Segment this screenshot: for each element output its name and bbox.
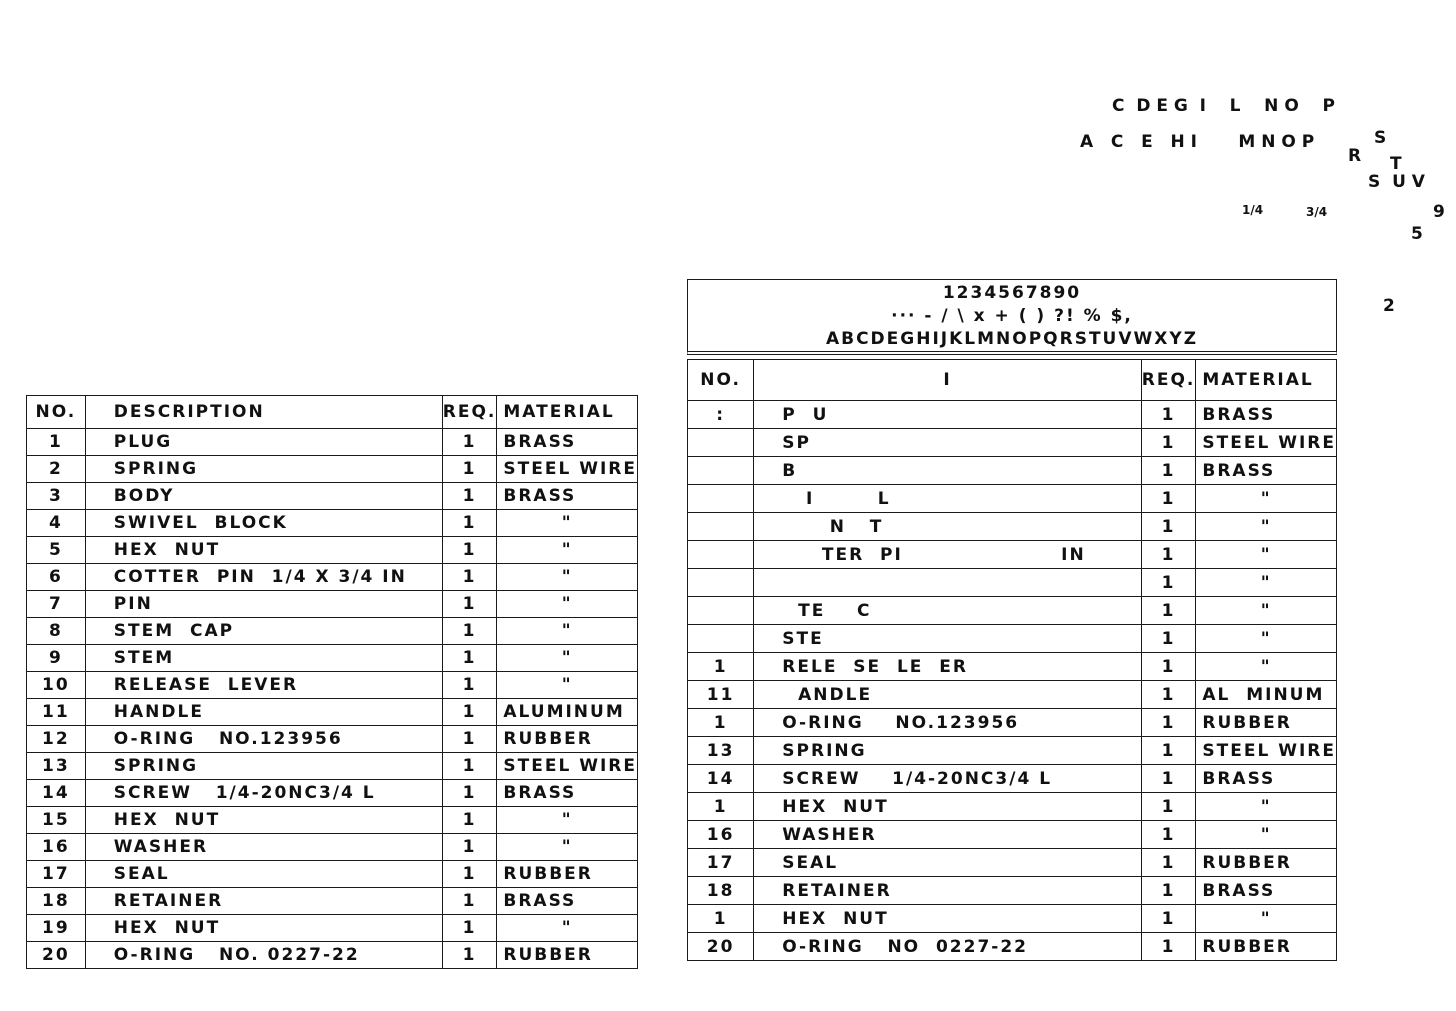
cell-req: 1: [442, 699, 497, 726]
cell-req: 1: [1141, 485, 1196, 513]
cell-no: 16: [688, 821, 754, 849]
cell-no: 18: [27, 888, 86, 915]
cell-no: 14: [688, 765, 754, 793]
cell-material: BRASS: [497, 429, 638, 456]
cell-no: [688, 457, 754, 485]
table-row: [27, 699, 638, 726]
cell-description: STEM CAP: [85, 618, 442, 645]
cell-no: 6: [27, 564, 86, 591]
cell-no: :: [688, 401, 754, 429]
table-row: [27, 834, 638, 861]
cell-no: 7: [27, 591, 86, 618]
cell-material: ": [1196, 485, 1337, 513]
cell-req: 1: [1141, 709, 1196, 737]
cell-no: 2: [27, 456, 86, 483]
cell-material: RUBBER: [1196, 849, 1337, 877]
cell-no: [688, 597, 754, 625]
cell-description: HEX NUT: [754, 905, 1141, 933]
cell-no: [688, 429, 754, 457]
cell-no: 1: [688, 653, 754, 681]
parts-list-table-left: [26, 395, 638, 969]
scattered-letter-t: T: [1390, 154, 1402, 174]
cell-req: 1: [1141, 625, 1196, 653]
cell-material: ": [497, 564, 638, 591]
cell-req: 1: [442, 456, 497, 483]
cell-description: WASHER: [754, 821, 1141, 849]
header-req: REQ.: [1141, 360, 1196, 401]
table-row: [688, 905, 1337, 933]
cell-description: STEM: [85, 645, 442, 672]
table-row: [688, 429, 1337, 457]
cell-description: O-RING NO.123956: [754, 709, 1141, 737]
cell-description: O-RING NO 0227-22: [754, 933, 1141, 961]
cell-material: ": [1196, 541, 1337, 569]
cell-req: 1: [1141, 429, 1196, 457]
cell-req: 1: [1141, 681, 1196, 709]
cell-material: ": [1196, 513, 1337, 541]
cell-req: 1: [1141, 933, 1196, 961]
cell-description: RELEASE LEVER: [85, 672, 442, 699]
scattered-digit-5: 5: [1411, 224, 1423, 244]
header-description: DESCRIPTION: [85, 396, 442, 429]
cell-description: SWIVEL BLOCK: [85, 510, 442, 537]
cell-material: RUBBER: [1196, 933, 1337, 961]
table-row: [27, 591, 638, 618]
header-no: NO.: [688, 360, 754, 401]
cell-description: TER PI IN: [754, 541, 1141, 569]
cell-req: 1: [442, 645, 497, 672]
cell-req: 1: [1141, 737, 1196, 765]
cell-no: 1: [688, 905, 754, 933]
table-row: [27, 618, 638, 645]
cell-no: 14: [27, 780, 86, 807]
cell-no: 17: [27, 861, 86, 888]
cell-req: 1: [1141, 457, 1196, 485]
cell-material: BRASS: [1196, 457, 1337, 485]
table-row: [27, 537, 638, 564]
table-row: [688, 653, 1337, 681]
cell-material: BRASS: [1196, 877, 1337, 905]
header-req: REQ.: [442, 396, 497, 429]
cell-material: BRASS: [497, 483, 638, 510]
cell-material: STEEL WIRE: [497, 456, 638, 483]
header-description: I: [754, 360, 1141, 401]
cell-description: HEX NUT: [754, 793, 1141, 821]
cell-description: SPRING: [754, 737, 1141, 765]
table-row: [688, 485, 1337, 513]
cell-description: BODY: [85, 483, 442, 510]
scattered-digit-9: 9: [1433, 202, 1445, 222]
cell-description: SPRING: [85, 456, 442, 483]
table-row: [27, 942, 638, 969]
scattered-letters-suv: S U V: [1368, 172, 1425, 192]
cell-req: 1: [442, 753, 497, 780]
cell-material: RUBBER: [497, 726, 638, 753]
table-row: [27, 807, 638, 834]
table-row: [27, 456, 638, 483]
header-no: NO.: [27, 396, 86, 429]
table-row: [688, 513, 1337, 541]
cell-req: 1: [1141, 569, 1196, 597]
cell-description: SEAL: [754, 849, 1141, 877]
cell-description: SPRING: [85, 753, 442, 780]
parts-list-table-right: [687, 359, 1337, 961]
cell-material: ": [497, 915, 638, 942]
cell-no: [688, 513, 754, 541]
cell-req: 1: [442, 780, 497, 807]
table-row: [27, 726, 638, 753]
table-row: [27, 483, 638, 510]
cell-no: [688, 569, 754, 597]
table-row: [688, 625, 1337, 653]
cell-req: 1: [442, 591, 497, 618]
table-row: [27, 672, 638, 699]
cell-req: 1: [1141, 877, 1196, 905]
cell-material: BRASS: [497, 780, 638, 807]
cell-material: ": [1196, 905, 1337, 933]
cell-req: 1: [442, 483, 497, 510]
cell-description: SP: [754, 429, 1141, 457]
header-symbols: ··· - / \ x + ( ) ?! % $,: [891, 306, 1133, 326]
cell-req: 1: [1141, 597, 1196, 625]
cell-no: [688, 485, 754, 513]
cell-no: 20: [27, 942, 86, 969]
cell-description: HEX NUT: [85, 915, 442, 942]
cell-description: COTTER PIN 1/4 X 3/4 IN: [85, 564, 442, 591]
cell-req: 1: [442, 807, 497, 834]
cell-material: ": [497, 807, 638, 834]
cell-description: WASHER: [85, 834, 442, 861]
cell-req: 1: [442, 888, 497, 915]
cell-no: 17: [688, 849, 754, 877]
cell-material: ": [1196, 597, 1337, 625]
cell-description: PLUG: [85, 429, 442, 456]
cell-no: 1: [688, 793, 754, 821]
cell-no: 10: [27, 672, 86, 699]
cell-no: 9: [27, 645, 86, 672]
table-row: [688, 933, 1337, 961]
cell-description: B: [754, 457, 1141, 485]
cell-material: ": [1196, 821, 1337, 849]
cell-material: ALUMINUM: [497, 699, 638, 726]
table-row: [27, 888, 638, 915]
cell-material: ": [1196, 625, 1337, 653]
cell-description: HANDLE: [85, 699, 442, 726]
table-row: [27, 915, 638, 942]
cell-req: 1: [1141, 653, 1196, 681]
cell-req: 1: [1141, 513, 1196, 541]
cell-material: ": [1196, 653, 1337, 681]
cell-req: 1: [442, 537, 497, 564]
cell-no: 13: [688, 737, 754, 765]
cell-material: STEEL WIRE: [497, 753, 638, 780]
header-digits: 1234567890: [942, 283, 1082, 303]
cell-description: STE: [754, 625, 1141, 653]
table-row: [688, 765, 1337, 793]
cell-no: 16: [27, 834, 86, 861]
table-row: [27, 780, 638, 807]
cell-description: [754, 569, 1141, 597]
cell-description: P U: [754, 401, 1141, 429]
table-row: [27, 645, 638, 672]
cell-req: 1: [442, 726, 497, 753]
cell-description: TE C: [754, 597, 1141, 625]
cell-description: RELE SE LE ER: [754, 653, 1141, 681]
cell-material: BRASS: [497, 888, 638, 915]
cell-no: 11: [688, 681, 754, 709]
cell-req: 1: [442, 672, 497, 699]
header-material: MATERIAL: [497, 396, 638, 429]
cell-req: 1: [442, 429, 497, 456]
cell-material: RUBBER: [1196, 709, 1337, 737]
cell-material: BRASS: [1196, 401, 1337, 429]
cell-req: 1: [442, 861, 497, 888]
cell-no: [688, 541, 754, 569]
cell-description: I L: [754, 485, 1141, 513]
cell-material: ": [497, 645, 638, 672]
table-row: [27, 510, 638, 537]
cell-req: 1: [1141, 793, 1196, 821]
table-row: [688, 821, 1337, 849]
cell-material: ": [1196, 793, 1337, 821]
cell-no: 8: [27, 618, 86, 645]
cell-req: 1: [1141, 821, 1196, 849]
table-row: [688, 401, 1337, 429]
cell-no: 15: [27, 807, 86, 834]
cell-material: RUBBER: [497, 942, 638, 969]
cell-description: RETAINER: [754, 877, 1141, 905]
cell-no: 1: [27, 429, 86, 456]
cell-req: 1: [442, 915, 497, 942]
cell-description: SCREW 1/4-20NC3/4 L: [85, 780, 442, 807]
table-row: [688, 541, 1337, 569]
cell-description: N T: [754, 513, 1141, 541]
cell-req: 1: [1141, 905, 1196, 933]
cell-no: 20: [688, 933, 754, 961]
table-row: [688, 457, 1337, 485]
table-row: [688, 597, 1337, 625]
table-row: [688, 681, 1337, 709]
cell-description: SCREW 1/4-20NC3/4 L: [754, 765, 1141, 793]
table-row: [27, 564, 638, 591]
cell-req: 1: [442, 834, 497, 861]
cell-description: RETAINER: [85, 888, 442, 915]
scattered-fraction-2: 3/4: [1306, 205, 1328, 219]
table-row: [688, 737, 1337, 765]
cell-no: [688, 625, 754, 653]
cell-material: STEEL WIRE: [1196, 429, 1337, 457]
header-material: MATERIAL: [1196, 360, 1337, 401]
scattered-fraction-1: 1/4: [1242, 203, 1264, 217]
cell-no: 4: [27, 510, 86, 537]
cell-material: BRASS: [1196, 765, 1337, 793]
cell-no: 1: [688, 709, 754, 737]
character-header-box: [687, 279, 1337, 355]
cell-material: AL MINUM: [1196, 681, 1337, 709]
cell-no: 18: [688, 877, 754, 905]
cell-description: O-RING NO.123956: [85, 726, 442, 753]
cell-material: RUBBER: [497, 861, 638, 888]
table-row: [27, 429, 638, 456]
cell-description: HEX NUT: [85, 807, 442, 834]
cell-description: SEAL: [85, 861, 442, 888]
cell-description: HEX NUT: [85, 537, 442, 564]
cell-no: 13: [27, 753, 86, 780]
cell-req: 1: [442, 618, 497, 645]
table-row: [688, 877, 1337, 905]
cell-req: 1: [442, 510, 497, 537]
cell-material: STEEL WIRE: [1196, 737, 1337, 765]
header-alphabet: ABCDEGHIJKLMNOPQRSTUVWXYZ: [825, 329, 1199, 349]
cell-material: ": [497, 834, 638, 861]
table-row: [27, 753, 638, 780]
cell-no: 3: [27, 483, 86, 510]
cell-req: 1: [1141, 849, 1196, 877]
table-row: [688, 849, 1337, 877]
cell-material: ": [1196, 569, 1337, 597]
cell-req: 1: [1141, 541, 1196, 569]
cell-req: 1: [1141, 401, 1196, 429]
table-header-row: [688, 360, 1337, 401]
table-row: [688, 569, 1337, 597]
table-row: [688, 793, 1337, 821]
scattered-letter-s: S: [1374, 128, 1387, 148]
cell-material: ": [497, 672, 638, 699]
cell-material: ": [497, 510, 638, 537]
cell-no: 19: [27, 915, 86, 942]
cell-req: 1: [442, 564, 497, 591]
table-header-row: [27, 396, 638, 429]
table-row: [27, 861, 638, 888]
table-row: [688, 709, 1337, 737]
scattered-digit-2: 2: [1383, 296, 1395, 316]
cell-description: ANDLE: [754, 681, 1141, 709]
cell-req: 1: [442, 942, 497, 969]
cell-no: 5: [27, 537, 86, 564]
scattered-letter-r: R: [1348, 146, 1362, 166]
scattered-letters-line2: A C E H I M N O P: [1080, 132, 1315, 152]
scattered-letters-line1: C D E G I L N O P: [1112, 96, 1335, 116]
cell-description: O-RING NO. 0227-22: [85, 942, 442, 969]
cell-no: 11: [27, 699, 86, 726]
cell-no: 12: [27, 726, 86, 753]
cell-material: ": [497, 591, 638, 618]
cell-description: PIN: [85, 591, 442, 618]
cell-material: ": [497, 618, 638, 645]
cell-req: 1: [1141, 765, 1196, 793]
cell-material: ": [497, 537, 638, 564]
